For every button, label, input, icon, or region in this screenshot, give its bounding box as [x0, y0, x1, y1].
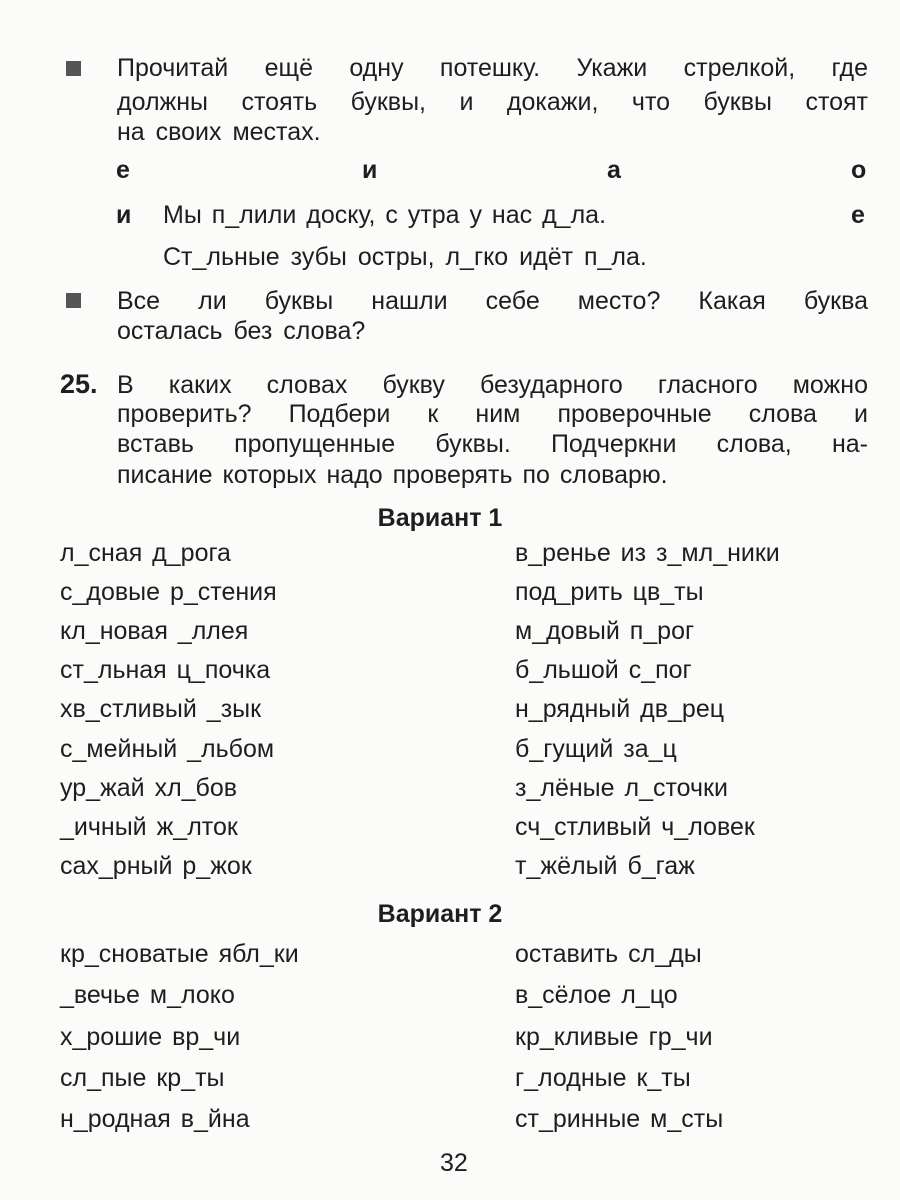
question-line: Все ли буквы нашли себе место? Какая буква — [117, 287, 868, 315]
word-pair-left: ст_льная ц_почка — [60, 656, 271, 685]
page-number: 32 — [440, 1149, 468, 1177]
word-pair-left: _ичный ж_лток — [60, 812, 238, 841]
intro-line: должны стоять буквы, и докажи, что буквы стоят — [117, 88, 868, 116]
verse-line: Мы п_лили доску, с утра у нас д_ла. — [163, 201, 607, 229]
variant-1-title: Вариант 1 — [377, 504, 503, 532]
word-pair-left: сл_пые кр_ты — [60, 1063, 225, 1092]
word-pair-left: н_родная в_йна — [60, 1105, 250, 1134]
word-pair-left: ур_жай хл_бов — [60, 773, 238, 802]
word-pair-right: ст_ринные м_сты — [515, 1105, 724, 1134]
word-pair-left: л_сная д_рога — [60, 539, 231, 567]
intro-line: Прочитай ещё одну потешку. Укажи стрелкой, где — [117, 54, 868, 82]
word-pair-left: кр_сноватые ябл_ки — [60, 940, 299, 968]
word-pair-left: сах_рный р_жок — [60, 851, 252, 880]
letter-left: и — [116, 201, 132, 229]
word-pair-right: под_рить цв_ты — [515, 578, 704, 607]
task-number: 25. — [60, 369, 98, 399]
word-pair-right: сч_стливый ч_ловек — [515, 812, 755, 841]
word-pair-right: б_льшой с_пог — [515, 656, 692, 685]
task-line: В каких словах букву безударного гласного можно — [117, 371, 868, 399]
word-pair-left: кл_новая _ллея — [60, 617, 249, 646]
verse-line: Ст_льные зубы остры, л_гко идёт п_ла. — [163, 243, 647, 271]
task-line: проверить? Подбери к ним проверочные слова и — [117, 400, 868, 428]
word-pair-left: _вечье м_локо — [60, 981, 235, 1010]
word-pair-left: с_довые р_стения — [60, 578, 277, 607]
word-pair-right: оставить сл_ды — [515, 940, 702, 968]
question-line: осталась без слова? — [117, 317, 366, 345]
task-line: вставь пропущенные буквы. Подчеркни слова, на- — [117, 430, 868, 458]
word-pair-right: н_рядный дв_рец — [515, 695, 725, 724]
word-pair-right: в_сёлое л_цо — [515, 981, 678, 1010]
variant-2-title: Вариант 2 — [377, 900, 503, 928]
square-bullet-icon — [66, 293, 81, 308]
word-pair-right: кр_кливые гр_чи — [515, 1022, 713, 1051]
word-pair-right: г_лодные к_ты — [515, 1063, 691, 1092]
word-pair-left: с_мейный _льбом — [60, 734, 275, 763]
word-pair-left: хв_стливый _зык — [60, 695, 262, 724]
word-pair-right: з_лёные л_сточки — [515, 773, 728, 802]
intro-line: на своих местах. — [117, 118, 321, 146]
word-pair-left: х_рошие вр_чи — [60, 1022, 241, 1051]
word-pair-right: б_гущий за_ц — [515, 734, 677, 763]
word-pair-right: в_ренье из з_мл_ники — [515, 539, 780, 567]
word-pair-right: т_жёлый б_гаж — [515, 851, 695, 880]
letter-right: е — [851, 201, 865, 229]
letter-top: е — [116, 156, 130, 184]
letter-top: о — [851, 156, 867, 184]
letter-top: а — [607, 156, 621, 184]
task-line: писание которых надо проверять по словарю. — [117, 461, 668, 489]
letter-top: и — [362, 156, 378, 184]
word-pair-right: м_довый п_рог — [515, 617, 695, 646]
square-bullet-icon — [66, 61, 81, 76]
